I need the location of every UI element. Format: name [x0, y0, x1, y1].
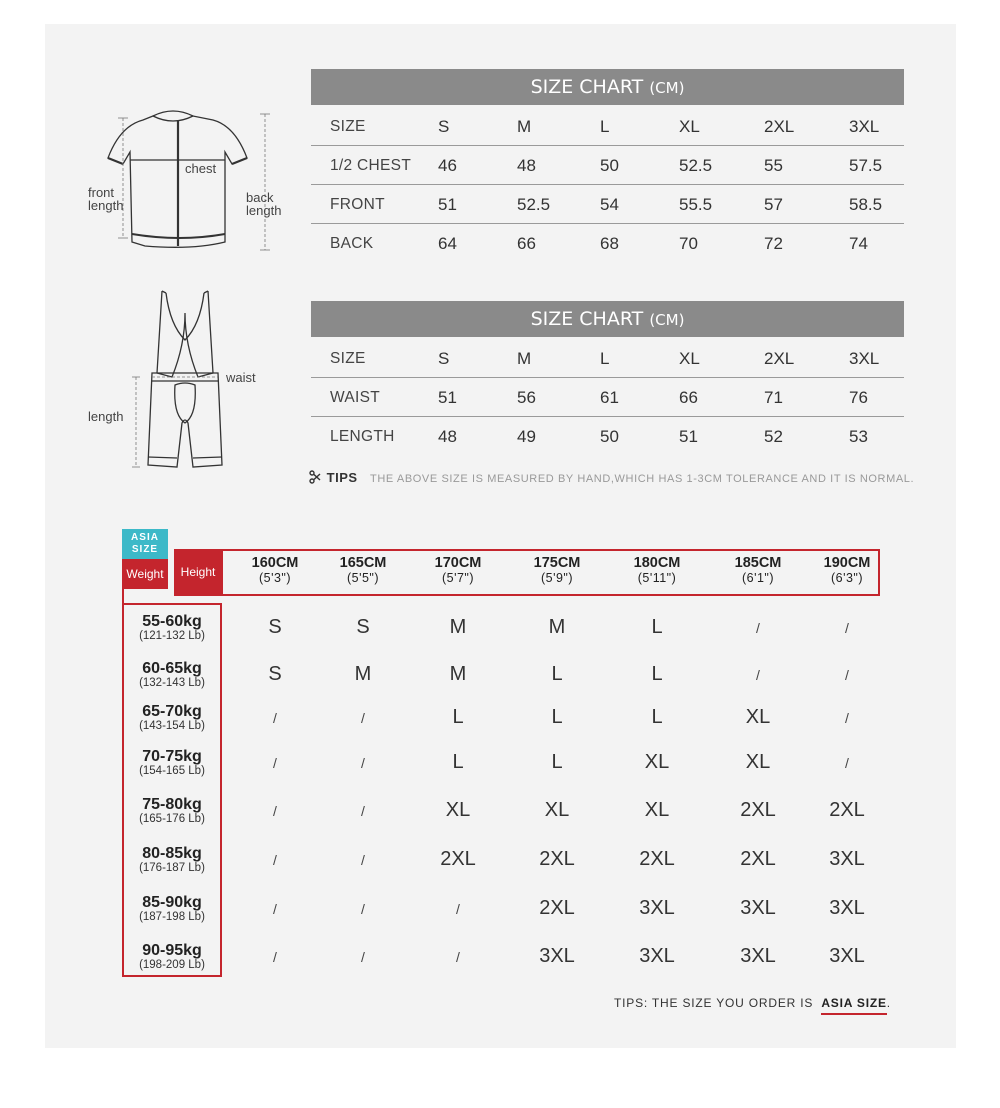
height-ft: (5'3") — [258, 571, 292, 585]
bib-cell: 71 — [764, 388, 783, 407]
weight-row-label — [124, 796, 220, 826]
size-cell: 3XL — [829, 945, 865, 967]
size-cell: / — [273, 949, 277, 965]
weight-row-label — [124, 703, 220, 733]
size-cell: / — [845, 710, 849, 726]
bib-cell: 56 — [517, 388, 536, 407]
size-cell: / — [845, 620, 849, 636]
height-cm: 180CM — [633, 555, 681, 571]
size-cell: S — [268, 616, 282, 638]
bottom-tip-highlight: ASIA SIZE — [821, 996, 886, 1015]
jersey-cell: 52.5 — [517, 195, 551, 214]
bib-cell: 52 — [764, 427, 783, 446]
jersey-diagram-icon — [85, 108, 300, 253]
waist-label: waist — [226, 370, 256, 385]
scissors-icon — [309, 470, 321, 484]
weight-kg: 65-70kg — [142, 703, 202, 720]
height-ft: (5'5") — [346, 571, 380, 585]
height-cm: 165CM — [339, 555, 387, 571]
bib-row — [311, 378, 904, 417]
bib-shorts-diagram-icon — [130, 285, 240, 475]
jersey-cell: 72 — [764, 234, 783, 253]
bottom-tip-text: TIPS: THE SIZE YOU ORDER IS — [614, 996, 814, 1010]
weight-lb: (187-198 Lb) — [139, 911, 205, 923]
jersey-cell: 2XL — [764, 117, 795, 136]
weight-row-label — [124, 748, 220, 778]
height-column-label — [802, 556, 892, 586]
size-cell: 3XL — [829, 897, 865, 919]
size-cell: M — [548, 616, 566, 638]
weight-lb: (198-209 Lb) — [139, 959, 205, 971]
size-cell: XL — [745, 751, 771, 773]
height-ft: (6'3") — [830, 571, 864, 585]
jersey-cell: S — [438, 117, 450, 136]
height-ft: (6'1") — [741, 571, 775, 585]
jersey-cell: 70 — [679, 234, 698, 253]
height-column-label — [713, 556, 803, 586]
size-cell: / — [273, 852, 277, 868]
size-cell: S — [268, 663, 282, 685]
size-cell: M — [354, 663, 372, 685]
bottom-tip-period: . — [886, 996, 891, 1010]
weight-kg: 85-90kg — [142, 894, 202, 911]
jersey-cell: 50 — [600, 156, 619, 175]
jersey-cell: 48 — [517, 156, 536, 175]
size-cell: L — [452, 706, 464, 728]
weight-kg: 70-75kg — [142, 748, 202, 765]
bib-row-label: WAIST — [330, 389, 381, 406]
jersey-cell: 64 — [438, 234, 457, 253]
bib-row — [311, 339, 904, 378]
jersey-cell: 55 — [764, 156, 783, 175]
bib-row-label: SIZE — [330, 350, 366, 367]
jersey-row — [311, 224, 904, 263]
size-cell: XL — [544, 799, 570, 821]
bib-row — [311, 417, 904, 456]
size-cell: XL — [644, 799, 670, 821]
jersey-cell: L — [600, 117, 610, 136]
bib-cell: 53 — [849, 427, 868, 446]
size-cell: 3XL — [740, 945, 776, 967]
weight-kg: 55-60kg — [142, 613, 202, 630]
back-label: back — [246, 190, 274, 205]
jersey-cell: 58.5 — [849, 195, 883, 214]
size-cell: / — [845, 755, 849, 771]
size-cell: 3XL — [639, 945, 675, 967]
size-cell: / — [361, 949, 365, 965]
bib-cell: M — [517, 349, 532, 368]
size-cell: / — [273, 710, 277, 726]
tips-line — [309, 468, 914, 488]
size-cell: 3XL — [539, 945, 575, 967]
jersey-row-label: FRONT — [330, 196, 385, 213]
size-cell: / — [361, 710, 365, 726]
size-cell: 3XL — [829, 848, 865, 870]
weight-kg: 75-80kg — [142, 796, 202, 813]
asia-size-badge — [122, 529, 168, 559]
size-cell: M — [449, 663, 467, 685]
size-cell: L — [651, 616, 663, 638]
size-cell: 2XL — [539, 848, 575, 870]
weight-header: Weight — [122, 559, 168, 589]
jersey-row-label: SIZE — [330, 118, 366, 135]
size-cell: / — [756, 667, 760, 683]
jersey-cell: 66 — [517, 234, 536, 253]
jersey-cell: 54 — [600, 195, 619, 214]
bib-cell: 51 — [438, 388, 457, 407]
weight-row-label — [124, 660, 220, 690]
size-cell: / — [273, 901, 277, 917]
size-cell: / — [456, 901, 460, 917]
size-cell: 2XL — [829, 799, 865, 821]
bib-chart-unit: (CM) — [649, 311, 685, 329]
size-cell: / — [273, 803, 277, 819]
size-cell: M — [449, 616, 467, 638]
asia-badge-line2: SIZE — [131, 544, 159, 555]
weight-lb: (143-154 Lb) — [139, 720, 205, 732]
weight-row-label — [124, 942, 220, 972]
jersey-chart-unit: (CM) — [649, 79, 685, 97]
size-cell: L — [551, 751, 563, 773]
jersey-cell: M — [517, 117, 532, 136]
size-cell: / — [756, 620, 760, 636]
jersey-cell: 57 — [764, 195, 783, 214]
bib-cell: 48 — [438, 427, 457, 446]
bib-cell: 66 — [679, 388, 698, 407]
size-cell: L — [551, 663, 563, 685]
weight-lb: (132-143 Lb) — [139, 677, 205, 689]
size-cell: 2XL — [440, 848, 476, 870]
height-header: Height — [174, 549, 222, 596]
jersey-row — [311, 185, 904, 224]
back-length-label: length — [246, 203, 282, 218]
jersey-cell: 74 — [849, 234, 868, 253]
weight-kg: 60-65kg — [142, 660, 202, 677]
jersey-chart-title — [311, 69, 904, 105]
bib-cell: 76 — [849, 388, 868, 407]
bottom-tip — [614, 996, 891, 1010]
weight-row-label — [124, 894, 220, 924]
front-label: front — [88, 185, 115, 200]
jersey-row-label: 1/2 CHEST — [330, 157, 412, 174]
bib-row-label: LENGTH — [330, 428, 395, 445]
weight-kg: 80-85kg — [142, 845, 202, 862]
size-cell: / — [273, 755, 277, 771]
jersey-row-label: BACK — [330, 235, 374, 252]
size-cell: XL — [445, 799, 471, 821]
tips-text: THE ABOVE SIZE IS MEASURED BY HAND,WHICH HAS 1-3CM TOLERANCE AND IT IS NORMAL. — [370, 473, 915, 485]
jersey-row — [311, 146, 904, 185]
jersey-chart-title-text: SIZE CHART — [530, 76, 644, 98]
height-column-label — [612, 556, 702, 586]
size-cell: L — [452, 751, 464, 773]
weight-lb: (176-187 Lb) — [139, 862, 205, 874]
size-cell: 2XL — [740, 848, 776, 870]
height-cm: 175CM — [533, 555, 581, 571]
size-cell: / — [361, 852, 365, 868]
size-cell: L — [551, 706, 563, 728]
weight-kg: 90-95kg — [142, 942, 202, 959]
size-cell: L — [651, 706, 663, 728]
jersey-cell: 52.5 — [679, 156, 713, 175]
size-cell: 2XL — [639, 848, 675, 870]
size-cell: / — [456, 949, 460, 965]
jersey-row — [311, 107, 904, 146]
chest-label: chest — [185, 161, 217, 176]
bib-cell: S — [438, 349, 450, 368]
size-cell: L — [651, 663, 663, 685]
size-cell: XL — [644, 751, 670, 773]
height-cm: 170CM — [434, 555, 482, 571]
weight-lb: (165-176 Lb) — [139, 813, 205, 825]
bib-cell: 2XL — [764, 349, 795, 368]
size-cell: / — [361, 755, 365, 771]
bib-cell: 49 — [517, 427, 536, 446]
length-label: length — [88, 409, 124, 424]
jersey-cell: 46 — [438, 156, 457, 175]
size-cell: / — [845, 667, 849, 683]
jersey-cell: 57.5 — [849, 156, 883, 175]
jersey-cell: 51 — [438, 195, 457, 214]
bib-cell: L — [600, 349, 610, 368]
bib-cell: 61 — [600, 388, 619, 407]
size-cell: 2XL — [539, 897, 575, 919]
bib-chart-title — [311, 301, 904, 337]
height-ft: (5'11") — [637, 571, 677, 585]
size-cell: 2XL — [740, 799, 776, 821]
weight-row-label — [124, 845, 220, 875]
jersey-cell: 3XL — [849, 117, 880, 136]
height-ft: (5'9") — [540, 571, 574, 585]
size-cell: 3XL — [639, 897, 675, 919]
height-column-label — [318, 556, 408, 586]
bib-cell: XL — [679, 349, 700, 368]
jersey-cell: XL — [679, 117, 700, 136]
weight-lb: (121-132 Lb) — [139, 630, 205, 642]
height-column-label — [512, 556, 602, 586]
size-cell: XL — [745, 706, 771, 728]
height-column-label — [413, 556, 503, 586]
weight-row-label — [124, 613, 220, 643]
height-cm: 185CM — [734, 555, 782, 571]
size-cell: / — [361, 803, 365, 819]
height-cm: 160CM — [251, 555, 299, 571]
size-cell: 3XL — [740, 897, 776, 919]
height-cm: 190CM — [823, 555, 871, 571]
front-length-label: length — [88, 198, 124, 213]
jersey-cell: 68 — [600, 234, 619, 253]
size-cell: S — [356, 616, 370, 638]
bib-cell: 3XL — [849, 349, 880, 368]
size-cell: / — [361, 901, 365, 917]
height-ft: (5'7") — [441, 571, 475, 585]
bib-cell: 51 — [679, 427, 698, 446]
jersey-cell: 55.5 — [679, 195, 713, 214]
weight-lb: (154-165 Lb) — [139, 765, 205, 777]
bib-cell: 50 — [600, 427, 619, 446]
tips-label: TIPS — [326, 470, 358, 485]
asia-badge-line1: ASIA — [131, 532, 159, 543]
bib-chart-title-text: SIZE CHART — [530, 308, 644, 330]
weight-connector — [122, 589, 124, 603]
height-column-label — [230, 556, 320, 586]
